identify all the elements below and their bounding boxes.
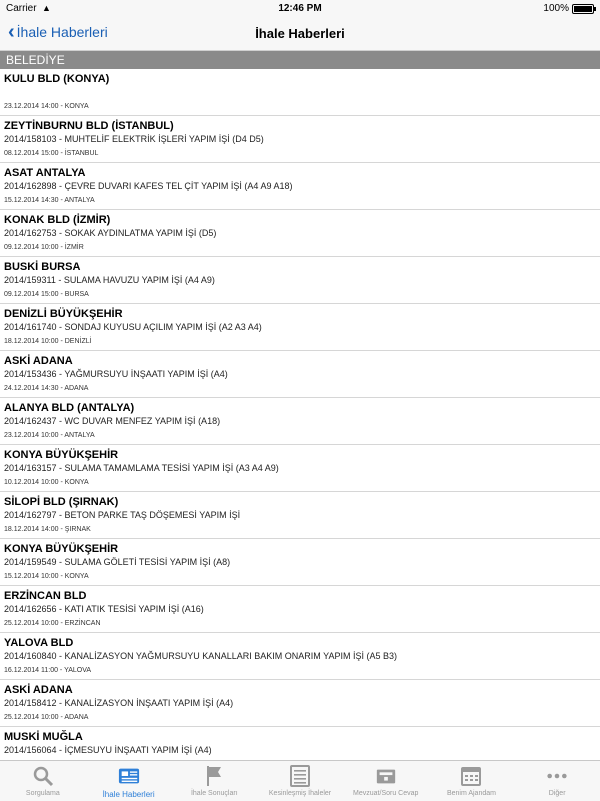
search-icon [32,765,54,787]
list-item[interactable] [0,727,600,760]
list-item-description: 2014/162656 - KATI ATIK TESİSİ YAPIM İŞİ (A16) [4,604,204,614]
list-icon [289,765,311,787]
list-item-date-location: 15.12.2014 14:30 - ANTALYA [4,197,95,204]
list-item[interactable] [0,445,600,492]
list-item-description: 2014/153436 - YAĞMURSUYU İNŞAATI YAPIM İŞİ (A4) [4,369,228,379]
navigation-bar [0,18,600,51]
list-item-date-location: 18.12.2014 10:00 - DENİZLİ [4,338,92,345]
list-item[interactable] [0,398,600,445]
list-item-title: ERZİNCAN BLD [4,590,87,602]
chevron-left-icon: ‹ [8,21,15,43]
list-item[interactable] [0,680,600,727]
list-item-title: ASAT ANTALYA [4,167,86,179]
list-item[interactable] [0,492,600,539]
tab-label: İhale Haberleri [102,790,155,799]
flag-icon [203,765,225,787]
list-item-description: 2014/159311 - SULAMA HAVUZU YAPIM İŞİ (A4 A9) [4,275,215,285]
list-item-description [4,86,596,99]
list-item-date-location: 10.12.2014 10:00 - KONYA [4,479,89,486]
tab-list[interactable] [257,761,343,801]
tab-more[interactable] [514,761,600,801]
list-item-description: 2014/159549 - SULAMA GÖLETİ TESİSİ YAPIM İŞİ (A8) [4,557,231,567]
battery-icon [572,4,594,14]
list-item[interactable] [0,539,600,586]
page-title: İhale Haberleri [255,26,345,41]
list-item-title: BUSKİ BURSA [4,261,81,273]
tab-label: Diğer [548,790,566,797]
list-item-description: 2014/156064 - İÇMESUYU İNŞAATI YAPIM İŞİ (A4) [4,745,212,755]
tab-news[interactable] [86,761,172,801]
list-item-date-location: 23.12.2014 10:00 - ANTALYA [4,432,95,439]
tab-search[interactable] [0,761,86,801]
list-item-date-location: 16.12.2014 11:00 - YALOVA [4,667,92,674]
list-item-title: ALANYA BLD (ANTALYA) [4,402,135,414]
calendar-icon [460,765,482,787]
list-item-date-location: 09.12.2014 10:00 - İZMİR [4,244,84,251]
section-header: BELEDİYE [0,51,600,69]
battery-indicator [543,3,594,14]
tender-list[interactable] [0,69,600,760]
list-item-title: MUSKİ MUĞLA [4,731,83,743]
tab-label: Kesinleşmiş İhaleler [268,790,332,797]
list-item-date-location: 08.12.2014 15:00 - İSTANBUL [4,150,99,157]
list-item-description: 2014/160840 - KANALİZASYON YAĞMURSUYU KANALLARI BAKIM ONARIM YAPIM İŞİ (A5 B3) [4,651,397,661]
list-item-date-location: 23.12.2014 14:00 - KONYA [4,103,89,110]
more-icon [546,765,568,787]
tab-label: Sorgulama [25,790,60,797]
carrier-label: Carrier [6,3,37,14]
list-item-description: 2014/161740 - SONDAJ KUYUSU AÇILIM YAPIM İŞİ (A2 A3 A4) [4,322,262,332]
tab-calendar[interactable] [429,761,515,801]
list-item-description: 2014/158103 - MUHTELİF ELEKTRİK İŞLERİ YAPIM İŞİ (D4 D5) [4,134,264,144]
news-icon [118,765,140,787]
list-item[interactable] [0,163,600,210]
list-item[interactable] [0,69,600,116]
list-item-date-location: 24.12.2014 14:30 - ADANA [4,385,89,392]
tab-label: İhale Sonuçları [190,790,238,797]
back-button-label: İhale Haberleri [16,24,108,40]
list-item-title: KONYA BÜYÜKŞEHİR [4,543,119,555]
list-item[interactable] [0,210,600,257]
box-icon [375,765,397,787]
list-item-title: KONAK BLD (İZMİR) [4,214,111,226]
list-item[interactable] [0,257,600,304]
list-item-title: ZEYTİNBURNU BLD (İSTANBUL) [4,120,174,132]
list-item[interactable] [0,116,600,163]
list-item-description: 2014/163157 - SULAMA TAMAMLAMA TESİSİ YAPIM İŞİ (A3 A4 A9) [4,463,279,473]
tab-label: Benim Ajandam [446,790,496,797]
list-item-title: SİLOPİ BLD (ŞIRNAK) [4,496,119,508]
list-item-description: 2014/162437 - WC DUVAR MENFEZ YAPIM İŞİ (A18) [4,416,221,426]
list-item-title: ASKİ ADANA [4,355,73,367]
battery-percent: 100% [543,3,569,14]
list-item[interactable] [0,633,600,680]
tab-label: Mevzuat/Soru Cevap [353,790,419,797]
status-bar [0,0,600,18]
list-item-title: KULU BLD (KONYA) [4,73,110,85]
list-item-title: KONYA BÜYÜKŞEHİR [4,449,119,461]
list-item-description: 2014/162797 - BETON PARKE TAŞ DÖŞEMESİ YAPIM İŞİ [4,510,241,520]
tab-bar [0,760,600,801]
list-item-title: DENİZLİ BÜYÜKŞEHİR [4,308,123,320]
list-item[interactable] [0,586,600,633]
list-item-description: 2014/158412 - KANALİZASYON İNŞAATI YAPIM İŞİ (A4) [4,698,234,708]
list-item-date-location: 09.12.2014 15:00 - BURSA [4,291,89,298]
list-item[interactable] [0,304,600,351]
status-time: 12:46 PM [278,3,322,14]
list-item-description: 2014/162898 - ÇEVRE DUVARI KAFES TEL ÇİT YAPIM İŞİ (A4 A9 A18) [4,181,293,191]
wifi-icon: ▲ [42,3,51,13]
list-item-date-location: 18.12.2014 14:00 - ŞIRNAK [4,526,91,533]
list-item-date-location: 15.12.2014 10:00 - KONYA [4,573,89,580]
tab-flag[interactable] [171,761,257,801]
list-item-date-location: 25.12.2014 10:00 - ADANA [4,714,89,721]
list-item-title: YALOVA BLD [4,637,74,649]
list-item-description: 2014/162753 - SOKAK AYDINLATMA YAPIM İŞİ (D5) [4,228,217,238]
list-item-title: ASKİ ADANA [4,684,73,696]
tab-box[interactable] [343,761,429,801]
list-item[interactable] [0,351,600,398]
list-item-date-location: 25.12.2014 10:00 - ERZİNCAN [4,620,101,627]
